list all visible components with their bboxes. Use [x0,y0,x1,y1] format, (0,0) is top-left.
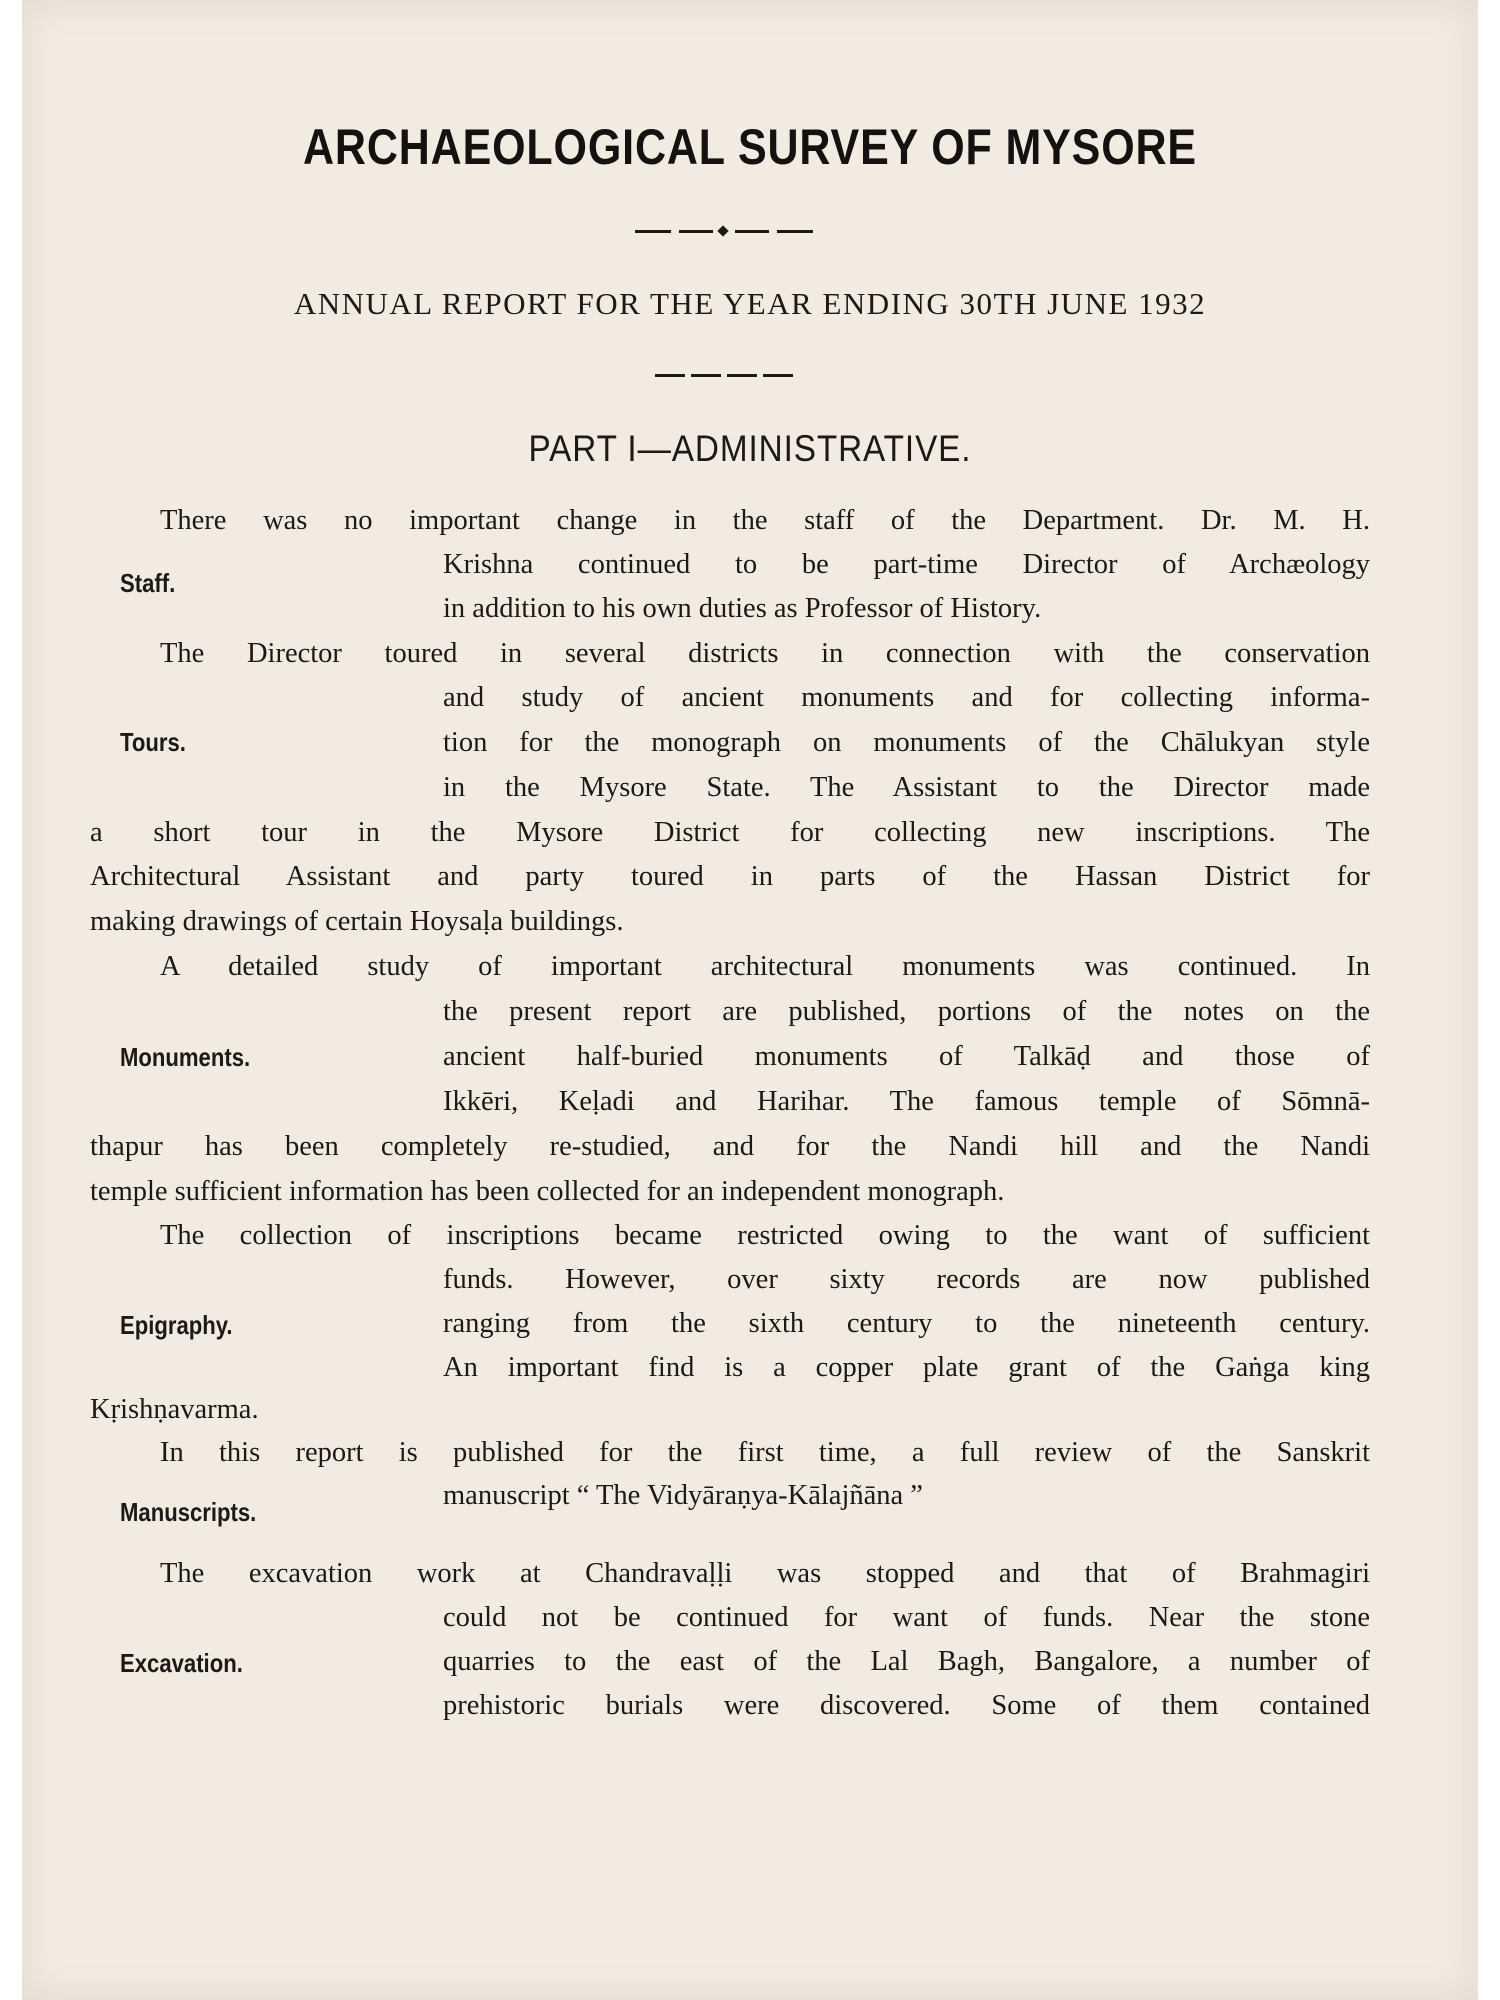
sidenote-epigraphy: Epigraphy. [120,1310,233,1340]
text-line: Kṛishṇavarma. [90,1394,259,1425]
part-heading: PART I—ADMINISTRATIVE. [528,428,972,469]
text-line: in addition to his own duties as Professor of History. [443,593,1042,624]
text-line: and study of ancient monuments and for collecting informa- [443,682,1370,713]
sidenote-monuments: Monuments. [120,1042,251,1072]
text-line: tion for the monograph on monuments of the Chālukyan style [443,727,1370,758]
text-line: manuscript “ The Vidyāraṇya-Kālajñāna ” [443,1480,923,1511]
text-line: funds. However, over sixty records are now published [443,1264,1370,1295]
text-line: quarries to the east of the Lal Bagh, Bangalore, a number of [443,1646,1370,1677]
text-line: The excavation work at Chandravaḷḷi was stopped and that of Brahmagiri [160,1558,1370,1589]
text-line: in the Mysore State. The Assistant to the Director made [443,772,1370,803]
sidenote-staff: Staff. [120,568,176,598]
text-line: Ikkēri, Keḷadi and Harihar. The famous temple of Sōmnā- [443,1086,1370,1117]
ornamental-rule [635,226,815,236]
text-line: a short tour in the Mysore District for collecting new inscriptions. The [90,817,1370,848]
text-line: An important find is a copper plate grant of the Gaṅga king [443,1352,1370,1383]
text-line: could not be continued for want of funds. Near the stone [443,1602,1370,1633]
text-line: the present report are published, portions of the notes on the [443,996,1370,1027]
sidenote-excavation: Excavation. [120,1648,243,1678]
text-line: prehistoric burials were discovered. Some of them contained [443,1690,1370,1721]
text-line: A detailed study of important architectural monuments was continued. In [160,951,1370,982]
text-line: The collection of inscriptions became restricted owing to the want of sufficient [160,1220,1370,1251]
sidenote-manuscripts: Manuscripts. [120,1497,257,1527]
text-line: thapur has been completely re-studied, and for the Nandi hill and the Nandi [90,1131,1370,1162]
report-subtitle: ANNUAL REPORT FOR THE YEAR ENDING 30TH JUNE 1932 [293,286,1207,321]
text-line: ranging from the sixth century to the nineteenth century. [443,1308,1370,1339]
document-title: ARCHAEOLOGICAL SURVEY OF MYSORE [303,119,1197,175]
section-rule [655,374,795,377]
sidenote-tours: Tours. [120,727,186,757]
text-line: temple sufficient information has been collected for an independent monograph. [90,1176,1005,1207]
text-line: The Director toured in several districts in connection with the conservation [160,638,1370,669]
text-line: In this report is published for the first time, a full review of the Sanskrit [160,1437,1370,1468]
text-line: Krishna continued to be part-time Director of Archæology [443,549,1370,580]
text-line: Architectural Assistant and party toured in parts of the Hassan District for [90,861,1370,892]
text-line: ancient half-buried monuments of Talkāḍ and those of [443,1041,1370,1072]
text-line: making drawings of certain Hoysaḷa buildings. [90,906,624,937]
text-line: There was no important change in the staff of the Department. Dr. M. H. [160,505,1370,536]
